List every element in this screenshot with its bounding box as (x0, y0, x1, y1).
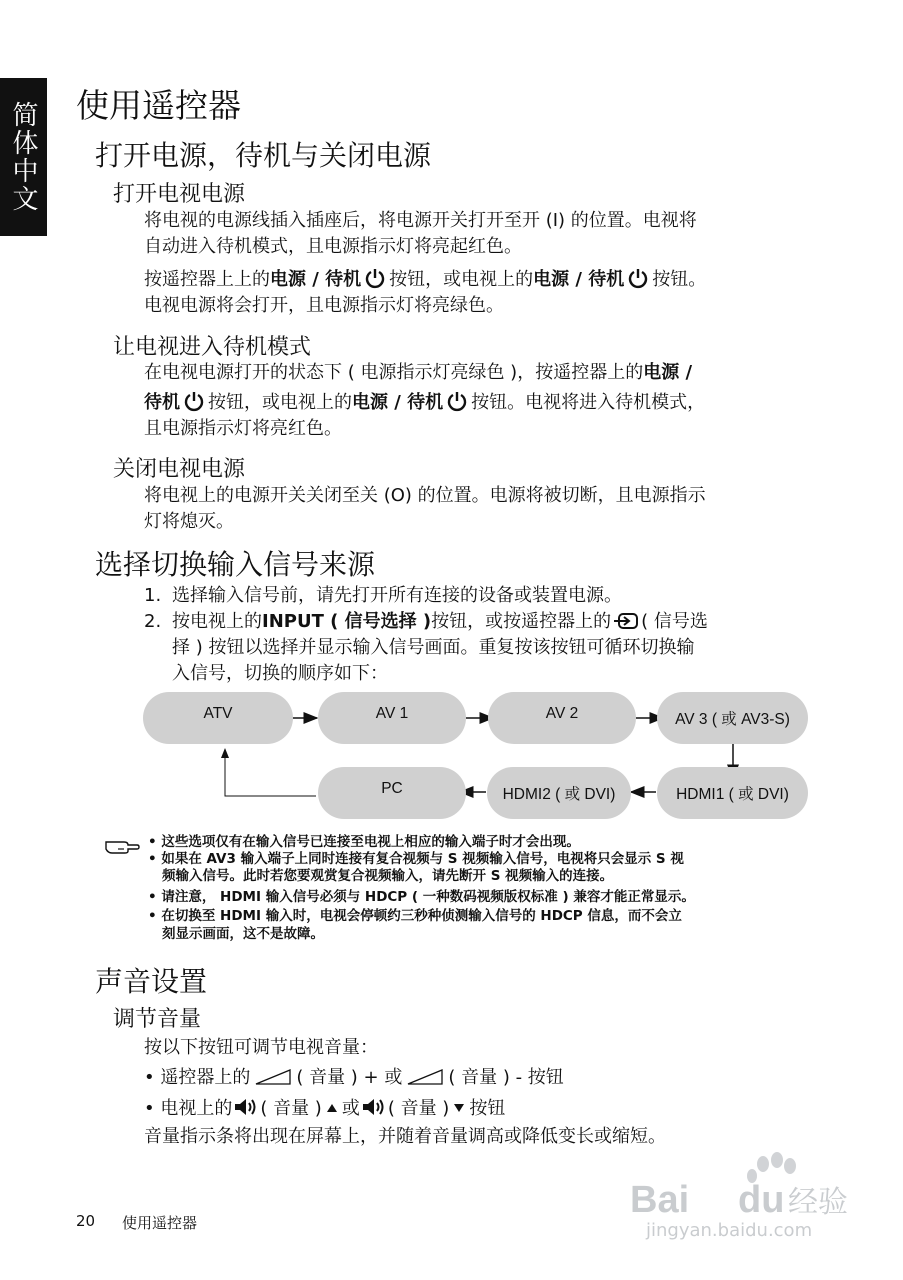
flow-node-label: AV 2 (545, 705, 579, 722)
watermark-url: jingyan.baidu.com (646, 1220, 813, 1241)
svg-text:du: du (738, 1179, 785, 1221)
flow-node-label: HDMI2 ( 或 DVI) (502, 786, 616, 803)
footer-title: 使用遥控器 (122, 1214, 198, 1232)
input-step-2-line3: 入信号，切换的顺序如下： (172, 663, 388, 684)
subsection-standby-title: 让电视进入待机模式 (113, 335, 312, 360)
power-standby-label: 待机 (144, 392, 180, 413)
text: 按遥控器上上的 (144, 269, 270, 290)
volume-remote-bullet (144, 1063, 564, 1093)
triangle-down-icon (453, 1103, 465, 1113)
input-step-1-number: 1. (144, 585, 162, 606)
flow-node-av2 (488, 692, 636, 744)
flow-arrow (225, 749, 316, 796)
subsection-power-off-title: 关闭电视电源 (113, 457, 246, 482)
flow-node-pc (318, 767, 466, 819)
flow-node-label: HDMI1 ( 或 DVI) (676, 786, 789, 803)
power-standby-label: 电源 / 待机 (533, 269, 625, 290)
input-step-2-number: 2. (144, 611, 162, 632)
volume-tv-bullet (144, 1094, 505, 1124)
text: 按钮。 (652, 269, 707, 290)
text: ( 音量 ) (387, 1098, 450, 1119)
speaker-icon (362, 1096, 386, 1118)
language-tab-label: 简体中文 (8, 101, 38, 213)
text: • 电视上的 (144, 1098, 233, 1119)
volume-outro: 音量指示条将出现在屏幕上，并随着音量调高或降低变长或缩短。 (144, 1126, 666, 1147)
subsection-power-on-title: 打开电视电源 (113, 182, 246, 207)
note-line: 刻显示画面，这不是故障。 (162, 926, 324, 942)
note-line: • 如果在 AV3 输入端子上同时连接有复合视频与 S 视频输入信号，电视将只会显示 S 视 (148, 851, 684, 867)
note-line: • 在切换至 HDMI 输入时，电视会停顿约三秒种侦测输入信号的 HDCP 信息，而不会立 (148, 908, 682, 924)
speaker-icon (234, 1096, 258, 1118)
power-standby-label: 电源 / (643, 362, 693, 383)
flow-node-av3 (657, 692, 808, 744)
text: ( 音量 ) + 或 (296, 1067, 403, 1088)
text: ( 音量 ) - 按钮 (448, 1067, 564, 1088)
power-off-line2: 灯将熄灭。 (144, 511, 234, 532)
text: 按钮 (469, 1098, 506, 1119)
svg-text:Bai: Bai (630, 1179, 690, 1221)
flow-node-hdmi1 (657, 767, 808, 819)
standby-line3: 且电源指示灯将亮红色。 (144, 418, 342, 439)
section-sound-title: 声音设置 (95, 965, 208, 998)
flow-node-av1 (318, 692, 466, 744)
input-button-label: INPUT ( 信号选择 ) (262, 611, 432, 632)
volume-intro: 按以下按钮可调节电视音量： (144, 1037, 378, 1058)
input-step-2-line2: 择 ) 按钮以选择并显示输入信号画面。重复按该按钮可循环切换输 (172, 637, 695, 658)
text: • 遥控器上的 (144, 1067, 251, 1088)
input-step-1: 选择输入信号前，请先打开所有连接的设备或装置电源。 (172, 585, 622, 606)
note-line: 频输入信号。此时若您要观赏复合视频输入，请先断开 S 视频输入的连接。 (162, 868, 614, 884)
page-number: 20 (76, 1212, 96, 1230)
pointing-hand-icon (104, 836, 140, 854)
power-on-paragraph-line2: 自动进入待机模式，且电源指示灯将亮起红色。 (144, 236, 522, 257)
volume-wedge-icon (406, 1068, 444, 1086)
svg-text:经验: 经验 (788, 1185, 848, 1220)
text: 在电视电源打开的状态下 ( 电源指示灯亮绿色 )，按遥控器上的 (144, 362, 644, 383)
flow-node-atv (143, 692, 293, 744)
flow-node-label: PC (381, 780, 403, 797)
text: 或 (341, 1098, 360, 1119)
note-line: • 这些选项仅有在输入信号已连接至电视上相应的输入端子时才会出现。 (148, 834, 580, 850)
flow-node-label: AV 1 (375, 705, 409, 722)
flow-node-label: AV 3 ( 或 AV3-S) (675, 711, 790, 728)
text: 按钮。电视将进入待机模式， (471, 392, 706, 413)
text: ( 音量 ) (260, 1098, 322, 1119)
baidu-watermark (620, 1150, 860, 1250)
flow-node-hdmi2 (487, 767, 631, 819)
text: 按钮，或按遥控器上的 (431, 611, 612, 632)
page-title: 使用遥控器 (76, 86, 241, 125)
power-off-line1: 将电视上的电源开关关闭至关 (O) 的位置。电源将被切断，且电源指示 (144, 485, 706, 506)
triangle-up-icon (326, 1103, 338, 1113)
section-input-title: 选择切换输入信号来源 (95, 548, 376, 581)
section-power-title: 打开电源，待机与关闭电源 (95, 139, 432, 172)
text: 按钮，或电视上的 (208, 392, 352, 413)
power-standby-label: 电源 / 待机 (352, 392, 444, 413)
volume-wedge-icon (254, 1068, 292, 1086)
text: 按钮，或电视上的 (389, 269, 534, 290)
text: ( 信号选 (641, 611, 708, 632)
note-line: • 请注意， HDMI 输入信号必须与 HDCP ( 一种数码视频版权标准 ) 兼容才能正常显示。 (148, 889, 695, 905)
power-standby-label: 电源 / 待机 (270, 269, 362, 290)
flow-node-label: ATV (203, 705, 233, 722)
power-on-remote-line2: 电视电源将会打开，且电源指示灯将亮绿色。 (144, 295, 504, 316)
subsection-volume-title: 调节音量 (113, 1007, 202, 1032)
power-on-paragraph-line1: 将电视的电源线插入插座后，将电源开关打开至开 (I) 的位置。电视将 (144, 210, 697, 231)
text: 按电视上的 (172, 611, 262, 632)
